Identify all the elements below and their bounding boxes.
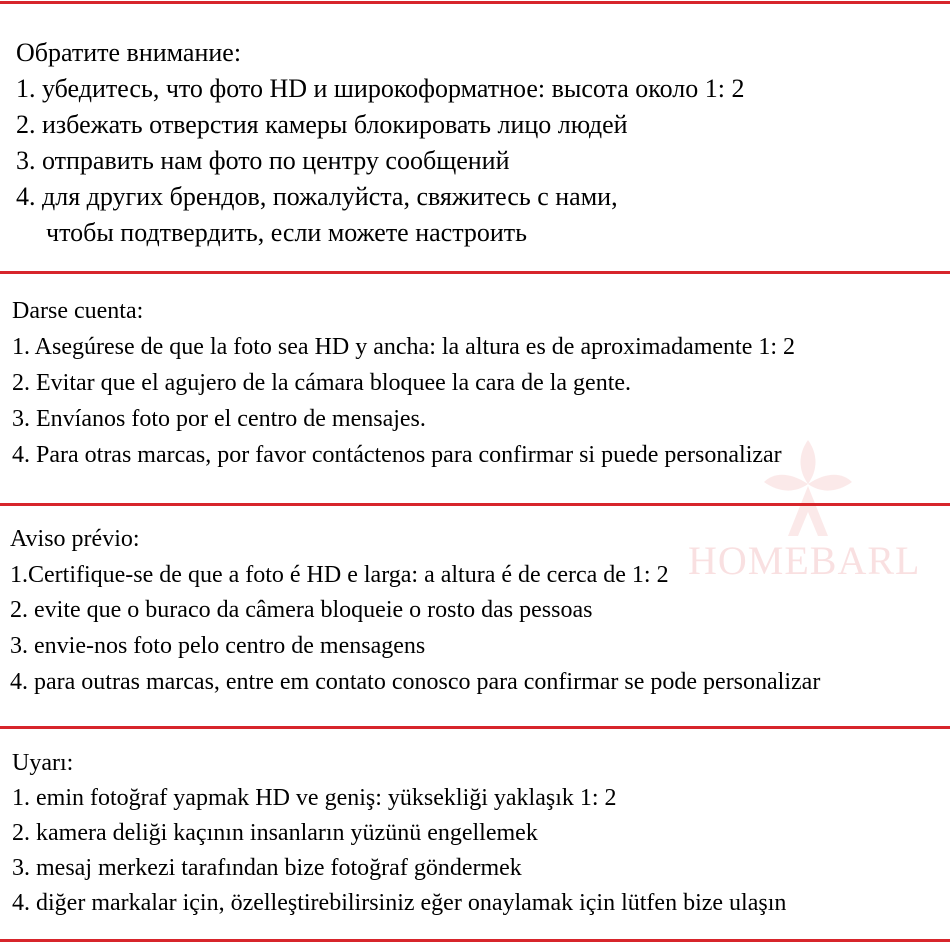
section-heading: Uyarı: [12,750,74,776]
section-heading: Aviso prévio: [10,526,140,552]
list-item: 2. evite que o buraco da câmera bloqueie o rosto das pessoas [10,597,593,623]
list-item: 1.Certifique-se de que a foto é HD e larga: a altura é de cerca de 1: 2 [10,562,669,588]
list-item: 1. Asegúrese de que la foto sea HD y ancha: la altura es de aproximadamente 1: 2 [12,334,796,360]
list-item: 4. diğer markalar için, özelleştirebilirsiniz eğer onaylamak için lütfen bize ulaşın [12,890,787,916]
divider-1 [0,271,950,274]
divider-2 [0,503,950,506]
list-item: 4. Para otras marcas, por favor contáctenos para confirmar si puede personalizar [12,442,782,468]
list-item: 3. отправить нам фото по центру сообщений [16,146,510,175]
list-item: 3. Envíanos foto por el centro de mensajes. [12,406,426,432]
divider-top [0,1,950,4]
list-item: 1. убедитесь, что фото HD и широкоформатное: высота около 1: 2 [16,74,745,103]
watermark-text: HOMEBARL [688,538,921,583]
list-item: 2. Evitar que el agujero de la cámara bloquee la cara de la gente. [12,370,632,396]
list-item: 2. избежать отверстия камеры блокировать лицо людей [16,110,628,139]
section-heading: Обратите внимание: [16,38,242,67]
divider-bottom [0,939,950,942]
list-item-continuation: чтобы подтвердить, если можете настроить [46,218,528,247]
list-item: 1. emin fotoğraf yapmak HD ve geniş: yüksekliği yaklaşık 1: 2 [12,785,617,811]
list-item: 4. para outras marcas, entre em contato conosco para confirmar se pode personalizar [10,669,821,695]
list-item: 3. envie-nos foto pelo centro de mensagens [10,633,426,659]
list-item: 2. kamera deliği kaçının insanların yüzünü engellemek [12,820,538,846]
list-item: 4. для других брендов, пожалуйста, свяжитесь с нами, [16,182,618,211]
section-heading: Darse cuenta: [12,298,144,324]
list-item: 3. mesaj merkezi tarafından bize fotoğraf göndermek [12,855,522,881]
divider-3 [0,726,950,729]
